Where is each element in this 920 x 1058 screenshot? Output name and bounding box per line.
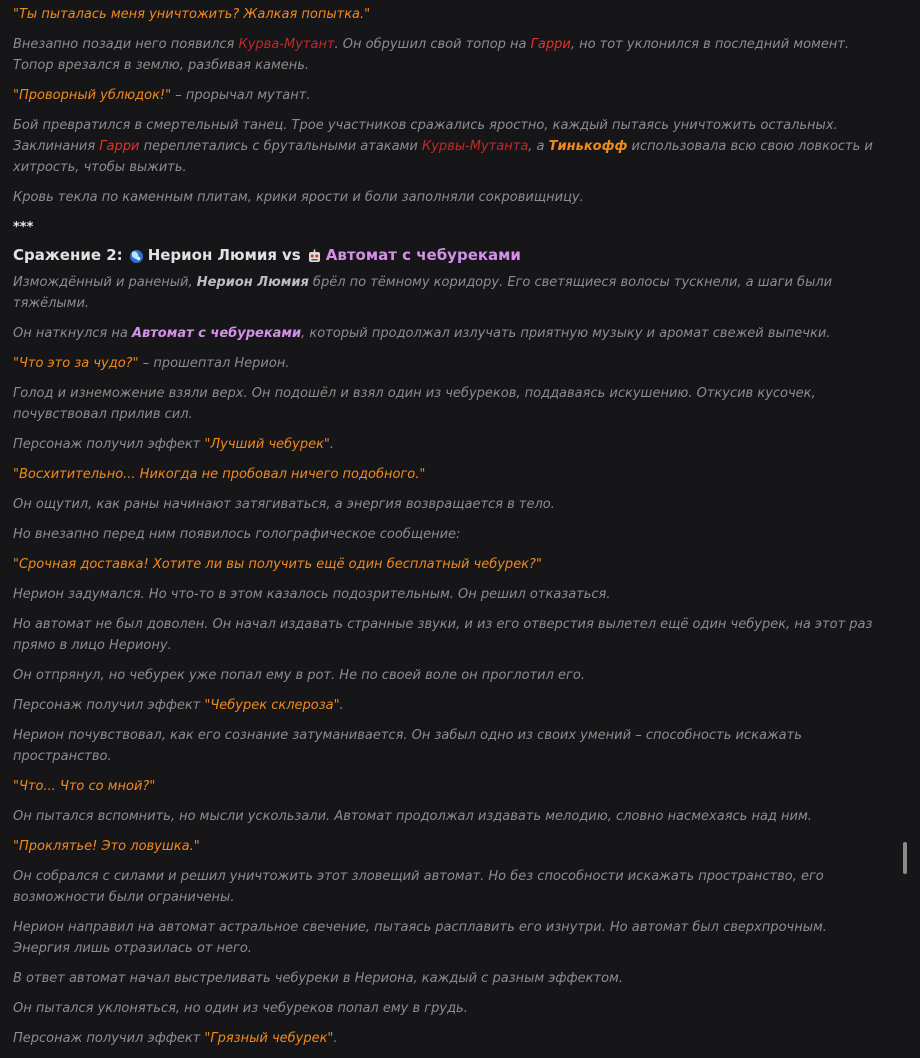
dialogue-line: [13, 776, 883, 797]
section-separator: ***: [13, 220, 34, 235]
narration-paragraph: [13, 34, 883, 76]
text-span: , а: [528, 139, 549, 154]
narration-paragraph: [13, 998, 883, 1019]
text-span: Он пытался уклоняться, но один из чебуреков попал ему в грудь.: [13, 1001, 468, 1016]
text-span: Персонаж получил эффект: [13, 437, 205, 452]
text-span: Нерион задумался. Но что-то в этом казалось подозрительным. Он решил отказаться.: [13, 587, 611, 602]
blue-orb-icon: [129, 248, 144, 263]
robot-face-icon: [307, 248, 322, 263]
dialogue-text: "Ты пыталась меня уничтожить? Жалкая попытка.": [13, 7, 371, 22]
narration-paragraph: [13, 524, 883, 545]
text-span: .: [329, 437, 335, 452]
text-span: , но тот уклонился в последний момент. Топор врезался в землю, разбивая камень.: [13, 37, 850, 73]
character-name: Курвы-Мутанта: [422, 139, 529, 154]
dialogue-text: "Что это за чудо?": [13, 356, 139, 371]
character-name: Гарри: [530, 37, 571, 52]
narration-paragraph: [13, 383, 883, 425]
dialogue-text: "Восхитительно... Никогда не пробовал ничего подобного.": [13, 467, 426, 482]
dialogue-line: [13, 4, 883, 25]
narration-paragraph: [13, 115, 883, 178]
text-span: Нерион направил на автомат астральное свечение, пытаясь расплавить его изнутри. Но автомат был сверхпрочным. Энергия лишь отразилась от него.: [13, 920, 827, 956]
narration-paragraph: [13, 725, 883, 767]
effect-name: "Лучший чебурек": [204, 437, 330, 452]
text-span: , который продолжал излучать приятную музыку и аромат свежей выпечки.: [301, 326, 831, 341]
scrollbar-thumb[interactable]: [903, 842, 907, 874]
text-span: Измождённый и раненый,: [13, 275, 197, 290]
story-log: [13, 0, 883, 1058]
text-span: В ответ автомат начал выстреливать чебуреки в Нериона, каждый с разным эффектом.: [13, 971, 623, 986]
text-span: Нерион почувствовал, как его сознание затуманивается. Он забыл одно из своих умений – способность искажать пространство.: [13, 728, 802, 764]
fighter-two-name: Автомат с чебуреками: [325, 246, 521, 264]
character-name: Нерион Люмия: [196, 275, 309, 290]
effect-line: [13, 1028, 883, 1049]
narration-paragraph: [13, 614, 883, 656]
effect-line: [13, 434, 883, 455]
narration-paragraph: [13, 917, 883, 959]
dialogue-line: [13, 353, 883, 374]
text-span: Он отпрянул, но чебурек уже попал ему в рот. Не по своей воле он проглотил его.: [13, 668, 585, 683]
text-span: .: [333, 1031, 338, 1046]
text-span: Он пытался вспомнить, но мысли ускользали. Автомат продолжал издавать мелодию, словно насмехаясь над ним.: [13, 809, 812, 824]
effect-name: "Грязный чебурек": [204, 1031, 334, 1046]
character-name: Гарри: [99, 139, 140, 154]
text-span: Персонаж получил эффект: [13, 698, 205, 713]
effect-line: [13, 695, 883, 716]
text-span: Он ощутил, как раны начинают затягиваться, а энергия возвращается в тело.: [13, 497, 555, 512]
text-span: Внезапно позади него появился: [13, 37, 239, 52]
dialogue-line: [13, 836, 883, 857]
narration-paragraph: [13, 665, 883, 686]
battle-heading: [13, 244, 883, 266]
dialogue-text: "Срочная доставка! Хотите ли вы получить ещё один бесплатный чебурек?": [13, 557, 542, 572]
dialogue-line: [13, 85, 883, 106]
narration-paragraph: [13, 494, 883, 515]
text-span: .: [339, 698, 344, 713]
narration-paragraph: [13, 272, 883, 314]
text-span: Он наткнулся на: [13, 326, 132, 341]
text-span: Но автомат не был доволен. Он начал издавать странные звуки, и из его отверстия вылетел ещё один чебурек, на этот раз прямо в лицо Нериону.: [13, 617, 873, 653]
narration-paragraph: [13, 584, 883, 605]
dialogue-text: "Что... Что со мной?": [13, 779, 156, 794]
text-span: Бой превратился в смертельный танец. Трое участников сражались яростно, каждый пытаясь уничтожить остальных. Заклинания: [13, 118, 838, 154]
effect-name: "Чебурек склероза": [204, 698, 340, 713]
text-span: использовала всю свою ловкость и хитрость, чтобы выжить.: [13, 139, 873, 175]
text-span: переплетались с брутальными атаками: [139, 139, 422, 154]
dialogue-text: "Проворный ублюдок!": [13, 88, 172, 103]
text-span: Персонаж получил эффект: [13, 1031, 205, 1046]
versus-label: vs: [282, 246, 301, 264]
fighter-one-name: Нерион Люмия: [147, 246, 277, 264]
narration-paragraph: [13, 323, 883, 344]
narration-paragraph: [13, 968, 883, 989]
narration-paragraph: [13, 806, 883, 827]
text-span: Но внезапно перед ним появилось голографическое сообщение:: [13, 527, 461, 542]
character-name: Курва-Мутант: [238, 37, 335, 52]
dialogue-text: "Проклятье! Это ловушка.": [13, 839, 200, 854]
battle-label: Сражение 2:: [13, 246, 123, 264]
text-span: Голод и изнеможение взяли верх. Он подошёл и взял один из чебуреков, поддаваясь искушению. Откусив кусочек, почувствовал прилив сил.: [13, 386, 816, 422]
dialogue-line: [13, 554, 883, 575]
text-span: – прошептал Нерион.: [138, 356, 290, 371]
text-span: Кровь текла по каменным плитам, крики ярости и боли заполняли сокровищницу.: [13, 190, 584, 205]
text-span: Он собрался с силами и решил уничтожить этот зловещий автомат. Но без способности искажать пространство, его возможности были ограничены.: [13, 869, 824, 905]
character-name: Тинькофф: [548, 139, 628, 154]
narration-paragraph: [13, 866, 883, 908]
text-span: . Он обрушил свой топор на: [334, 37, 531, 52]
character-name: Автомат с чебуреками: [131, 326, 302, 341]
text-span: – прорычал мутант.: [171, 88, 311, 103]
text-span: брёл по тёмному коридору. Его светящиеся волосы тускнели, а шаги были тяжёлыми.: [13, 275, 833, 311]
dialogue-line: [13, 464, 883, 485]
narration-paragraph: [13, 187, 883, 208]
